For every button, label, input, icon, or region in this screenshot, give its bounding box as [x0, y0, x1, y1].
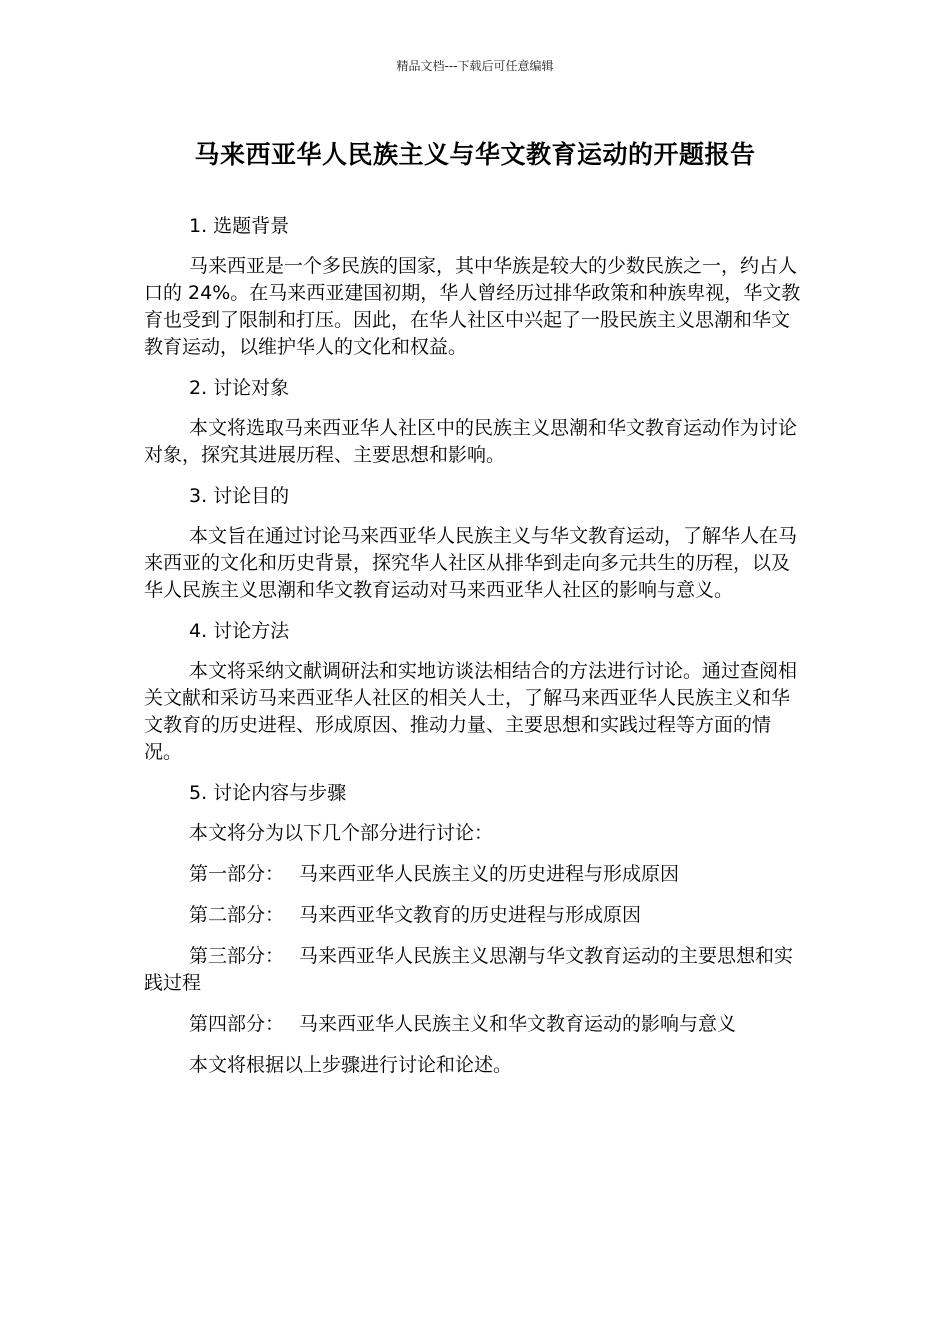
section-text-subject: 本文将选取马来西亚华人社区中的民族主义思潮和华文教育运动作为讨论对象，探究其进展历程、主要思想和影响。 [144, 417, 798, 466]
part-text: 马来西亚华人民族主义和华文教育运动的影响与意义 [299, 1013, 737, 1035]
section-heading-method: 4. 讨论方法 [189, 620, 290, 642]
section-heading-background: 1. 选题背景 [189, 215, 290, 237]
section-text-purpose: 本文旨在通过讨论马来西亚华人民族主义与华文教育运动，了解华人在马来西亚的文化和历史背景，探究华人社区从排华到走向多元共生的历程，以及华人民族主义思潮和华文教育运动对马来西亚华人社区的影响与意义。 [144, 525, 798, 601]
section-heading-content: 5. 讨论内容与步骤 [189, 782, 347, 804]
part-item-3 [144, 943, 806, 997]
part-label: 第一部分： [189, 863, 285, 885]
section-text-background: 马来西亚是一个多民族的国家，其中华族是较大的少数民族之一，约占人口的 24%。在马来西亚建国初期，华人曾经历过排华政策和种族卑视，华文教育也受到了限制和打压。因此，在华人社区中兴起了一股民族主义思潮和华文教育运动，以维护华人的文化和权益。 [144, 255, 801, 358]
part-item-2 [144, 902, 806, 929]
section-text-content: 本文将分为以下几个部分进行讨论： [189, 822, 494, 844]
part-label: 第四部分： [189, 1013, 285, 1035]
part-label: 第三部分： [189, 945, 285, 967]
part-item-4 [144, 1011, 806, 1038]
part-item-1 [144, 861, 806, 888]
part-label: 第二部分： [189, 904, 285, 926]
part-text: 马来西亚华人民族主义思潮与华文教育运动的主要思想和实践过程 [144, 945, 794, 994]
section-heading-purpose: 3. 讨论目的 [189, 485, 290, 507]
part-text: 马来西亚华文教育的历史进程与形成原因 [299, 904, 642, 926]
document-title: 马来西亚华人民族主义与华文教育运动的开题报告 [194, 140, 756, 169]
document-body [144, 213, 806, 1093]
header-note: 精品文档---下载后可任意编辑 [396, 59, 554, 73]
section-heading-subject: 2. 讨论对象 [189, 377, 290, 399]
closing-paragraph: 本文将根据以上步骤进行讨论和论述。 [189, 1054, 513, 1076]
section-text-method: 本文将采纳文献调研法和实地访谈法相结合的方法进行讨论。通过查阅相关文献和采访马来西亚华人社区的相关人士，了解马来西亚华人民族主义和华文教育的历史进程、形成原因、推动力量、主要思想和实践过程等方面的情况。 [144, 660, 798, 763]
part-text: 马来西亚华人民族主义的历史进程与形成原因 [299, 863, 680, 885]
